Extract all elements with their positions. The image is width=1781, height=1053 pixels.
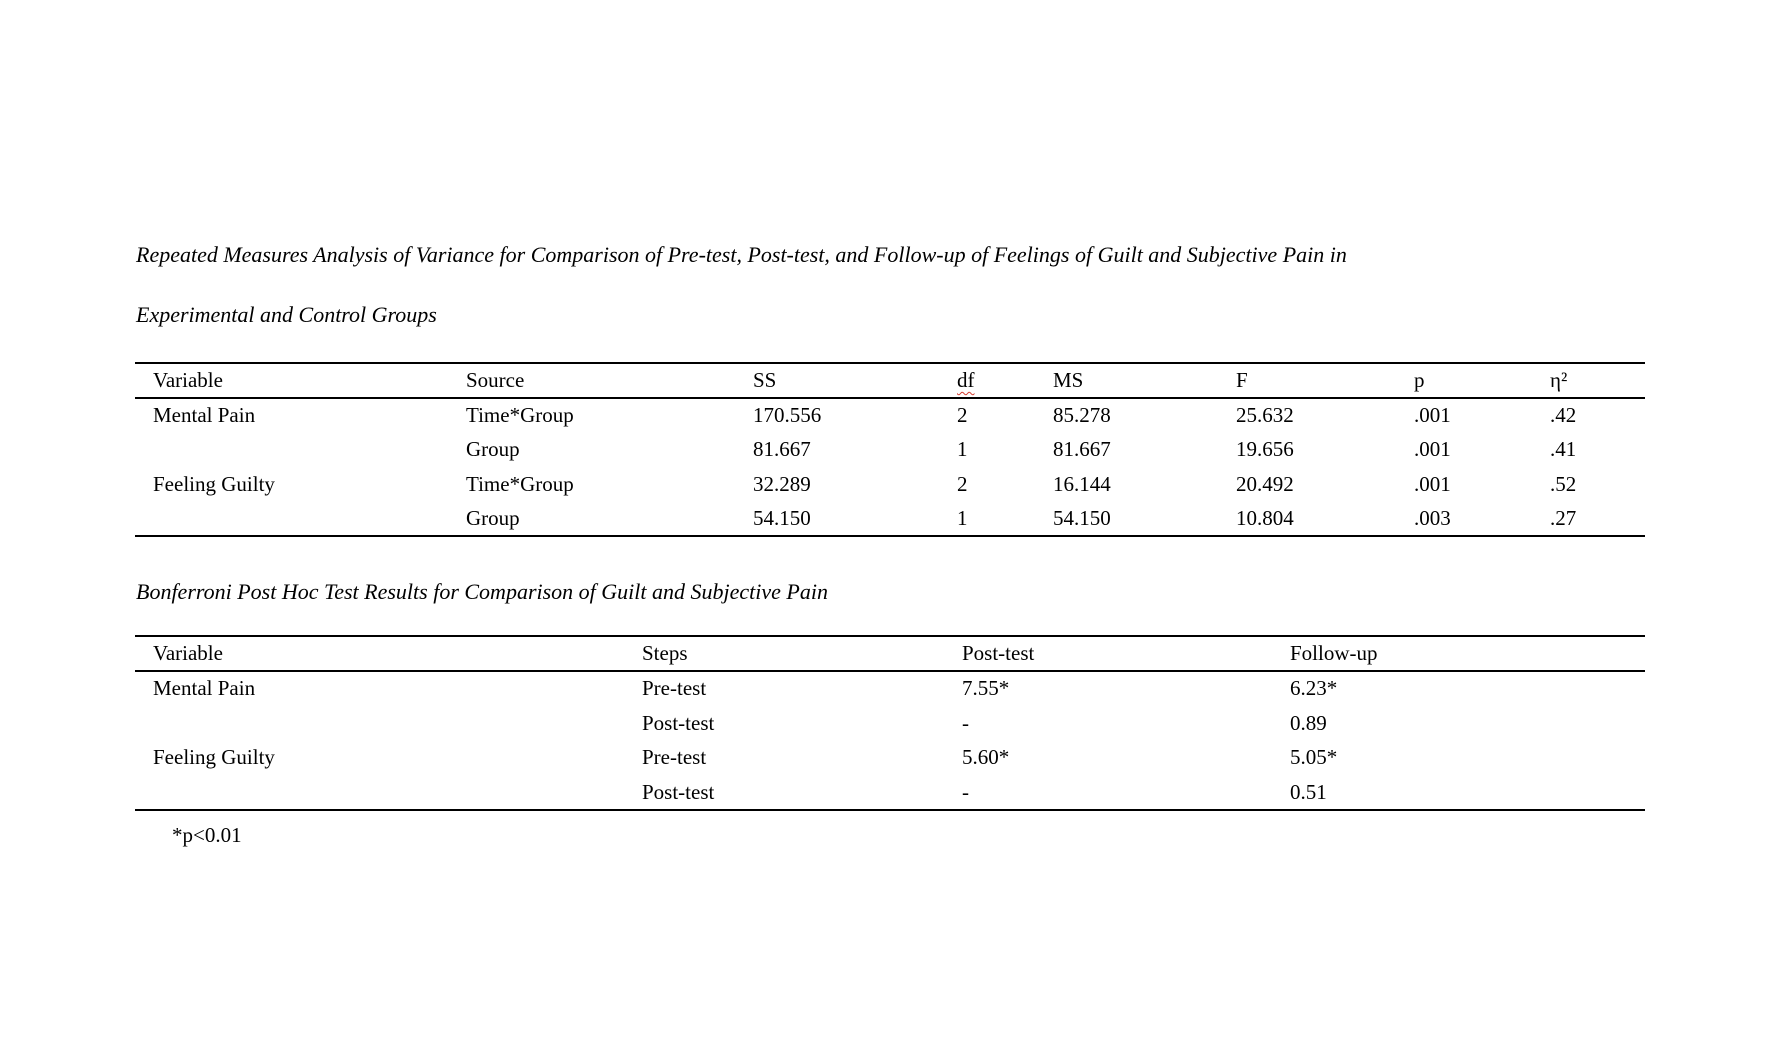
- cell-steps: Pre-test: [642, 745, 707, 770]
- table-row: [135, 671, 1645, 706]
- cell-df: 2: [957, 471, 968, 496]
- column-header-f: F: [1236, 363, 1414, 398]
- column-header-source: Source: [466, 363, 753, 398]
- cell-source: Group: [466, 437, 520, 462]
- table-row: [135, 467, 1645, 502]
- column-header-df: [957, 363, 1053, 398]
- column-header-post-test: Post-test: [962, 636, 1290, 671]
- cell-ss: 32.289: [753, 471, 811, 496]
- cell-follow-up: 0.89: [1290, 710, 1327, 735]
- cell-follow-up: 0.51: [1290, 779, 1327, 804]
- table-row: [135, 502, 1645, 537]
- cell-ms: 85.278: [1053, 403, 1111, 428]
- cell-variable: Mental Pain: [153, 403, 256, 428]
- cell-f: 19.656: [1236, 437, 1294, 462]
- cell-source: Time*Group: [466, 403, 574, 428]
- cell-p: .001: [1414, 471, 1451, 496]
- cell-p: .001: [1414, 437, 1451, 462]
- cell-variable: [135, 775, 642, 810]
- cell-steps: Post-test: [642, 710, 715, 735]
- cell-follow-up: 6.23*: [1290, 676, 1338, 701]
- table-row: [135, 775, 1645, 810]
- cell-steps: Post-test: [642, 779, 715, 804]
- cell-ss: 54.150: [753, 505, 811, 530]
- cell-ms: 54.150: [1053, 505, 1111, 530]
- anova-results-table: [135, 362, 1645, 537]
- posthoc-results-table: [135, 635, 1645, 811]
- df-spellcheck-underline: df: [957, 368, 975, 392]
- cell-variable: Feeling Guilty: [153, 745, 275, 770]
- cell-source: Group: [466, 505, 520, 530]
- cell-f: 10.804: [1236, 505, 1294, 530]
- cell-f: 20.492: [1236, 471, 1294, 496]
- cell-eta-squared: .52: [1550, 471, 1577, 496]
- table-row: [135, 706, 1645, 741]
- cell-ss: 170.556: [753, 403, 822, 428]
- cell-post-test: -: [962, 779, 969, 804]
- cell-steps: Pre-test: [642, 676, 707, 701]
- column-header-steps: Steps: [642, 636, 962, 671]
- column-header-p: p: [1414, 363, 1550, 398]
- cell-eta-squared: .42: [1550, 403, 1577, 428]
- cell-variable: [135, 433, 466, 468]
- cell-variable: Mental Pain: [153, 676, 256, 701]
- column-header-follow-up: Follow-up: [1290, 636, 1645, 671]
- posthoc-header-row: [135, 636, 1645, 671]
- cell-p: .003: [1414, 505, 1451, 530]
- cell-post-test: 5.60*: [962, 745, 1010, 770]
- cell-source: Time*Group: [466, 471, 574, 496]
- cell-df: 1: [957, 437, 968, 462]
- column-header-variable: Variable: [135, 636, 642, 671]
- cell-post-test: -: [962, 710, 969, 735]
- cell-eta-squared: .27: [1550, 505, 1577, 530]
- column-header-ms: MS: [1053, 363, 1236, 398]
- cell-df: 2: [957, 403, 968, 428]
- table-row: [135, 433, 1645, 468]
- cell-follow-up: 5.05*: [1290, 745, 1338, 770]
- cell-variable: Feeling Guilty: [153, 471, 275, 496]
- significance-footnote: *p<0.01: [172, 823, 242, 847]
- cell-ms: 16.144: [1053, 471, 1111, 496]
- anova-header-row: [135, 363, 1645, 398]
- column-header-eta-squared: η²: [1550, 363, 1645, 398]
- cell-variable: [135, 502, 466, 537]
- cell-ms: 81.667: [1053, 437, 1111, 462]
- posthoc-table-title: Bonferroni Post Hoc Test Results for Comparison of Guilt and Subjective Pain: [136, 579, 828, 604]
- anova-table-title-line1: Repeated Measures Analysis of Variance for Comparison of Pre-test, Post-test, and Follow-up of Feelings of Guilt and Subjective Pain in: [136, 242, 1347, 267]
- table-row: [135, 741, 1645, 776]
- cell-variable: [135, 706, 642, 741]
- cell-p: .001: [1414, 403, 1451, 428]
- cell-eta-squared: .41: [1550, 437, 1577, 462]
- table-row: [135, 398, 1645, 433]
- anova-table-title-line2: Experimental and Control Groups: [136, 302, 437, 327]
- cell-ss: 81.667: [753, 437, 811, 462]
- cell-df: 1: [957, 505, 968, 530]
- column-header-variable: Variable: [135, 363, 466, 398]
- column-header-ss: SS: [753, 363, 957, 398]
- cell-f: 25.632: [1236, 403, 1294, 428]
- cell-post-test: 7.55*: [962, 676, 1010, 701]
